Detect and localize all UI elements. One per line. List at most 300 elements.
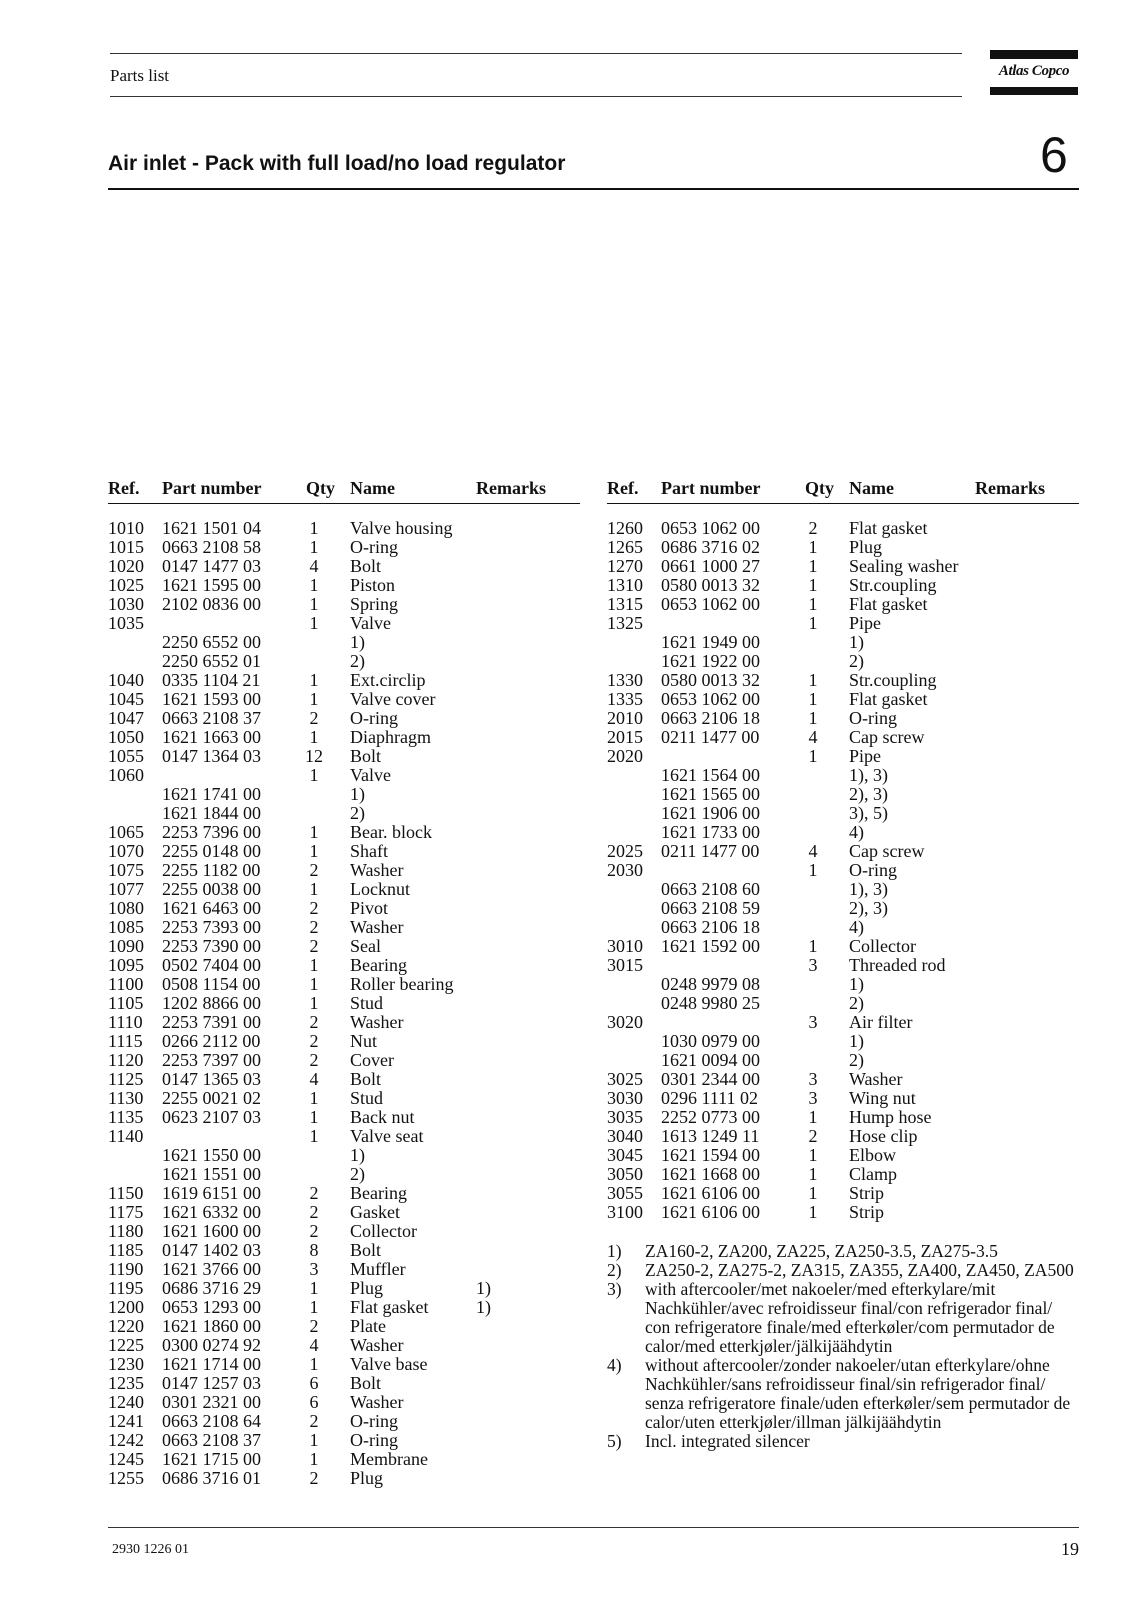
row-ref: 2030	[607, 860, 643, 880]
row-part-number: 0266 2112 00	[162, 1031, 261, 1051]
row-ref: 1030	[108, 594, 144, 614]
row-part-number: 1202 8866 00	[162, 993, 261, 1013]
row-qty: 1	[309, 841, 319, 861]
row-qty: 2	[309, 1316, 319, 1336]
row-name: 4)	[849, 822, 864, 842]
row-ref: 1260	[607, 518, 643, 538]
header-qty: Qty	[805, 478, 834, 498]
row-name: Locknut	[350, 879, 410, 899]
row-qty: 1	[309, 974, 319, 994]
row-name: O-ring	[350, 1430, 398, 1450]
footnote-text: without aftercooler/zonder nakoeler/utan efterkylare/ohne Nachkühler/sans refroidisseur final/sin refrigerador final/ senza refrigeratore finale/uden efterkøler/sem permutador de calor/uten etterkjøler/illman jälkijäähdytin	[645, 1355, 1071, 1432]
row-part-number: 1621 1551 00	[162, 1164, 261, 1184]
row-name: Plug	[849, 537, 883, 557]
row-part-number: 0147 1364 03	[162, 746, 261, 766]
row-name: Flat gasket	[350, 1297, 429, 1317]
row-name: Back nut	[350, 1107, 415, 1127]
row-qty: 1	[309, 1449, 319, 1469]
row-name: Valve cover	[350, 689, 436, 709]
row-name: Shaft	[350, 841, 388, 861]
row-qty: 1	[808, 708, 818, 728]
row-part-number: 2255 1182 00	[162, 860, 261, 880]
row-name: 2)	[849, 1050, 864, 1070]
row-qty: 1	[808, 537, 818, 557]
header-rule	[607, 503, 1079, 504]
row-ref: 1330	[607, 670, 643, 690]
row-ref: 1125	[108, 1069, 144, 1089]
row-qty: 1	[808, 1107, 818, 1127]
row-ref: 1105	[108, 993, 144, 1013]
row-part-number: 0653 1062 00	[661, 594, 760, 614]
row-name: Washer	[350, 1012, 404, 1032]
row-name: 3), 5)	[849, 803, 888, 823]
section-number: 6	[1040, 127, 1068, 183]
row-part-number: 2253 7393 00	[162, 917, 261, 937]
row-qty: 3	[808, 1069, 818, 1089]
row-part-number: 0663 2108 37	[162, 1430, 261, 1450]
row-name: Elbow	[849, 1145, 896, 1165]
row-name: Roller bearing	[350, 974, 454, 994]
row-part-number: 0653 1062 00	[661, 689, 760, 709]
row-part-number: 0248 9980 25	[661, 993, 760, 1013]
table-header-row	[607, 478, 1079, 502]
row-qty: 1	[808, 575, 818, 595]
row-name: Plug	[350, 1278, 384, 1298]
row-ref: 3025	[607, 1069, 643, 1089]
row-part-number: 0663 2108 58	[162, 537, 261, 557]
row-part-number: 1621 1860 00	[162, 1316, 261, 1336]
row-ref: 1047	[108, 708, 144, 728]
title-rule	[108, 188, 1079, 190]
row-qty: 4	[309, 1069, 319, 1089]
row-part-number: 1621 1501 04	[162, 518, 261, 538]
row-ref: 3055	[607, 1183, 643, 1203]
row-name: Washer	[849, 1069, 903, 1089]
row-name: Str.coupling	[849, 575, 937, 595]
footnote	[607, 1432, 1079, 1451]
row-part-number: 0147 1402 03	[162, 1240, 261, 1260]
row-name: Bolt	[350, 746, 382, 766]
row-qty: 1	[808, 556, 818, 576]
row-name: Hump hose	[849, 1107, 932, 1127]
row-qty: 2	[309, 1050, 319, 1070]
row-ref: 1095	[108, 955, 144, 975]
row-name: 4)	[849, 917, 864, 937]
row-part-number: 0623 2107 03	[162, 1107, 261, 1127]
row-name: Diaphragm	[350, 727, 431, 747]
row-ref: 1010	[108, 518, 144, 538]
atlas-copco-logo	[990, 50, 1078, 95]
row-ref: 1090	[108, 936, 144, 956]
row-part-number: 1621 1565 00	[661, 784, 760, 804]
row-name: Air filter	[849, 1012, 913, 1032]
footer-rule	[108, 1527, 1079, 1528]
row-name: Cap screw	[849, 841, 925, 861]
row-ref: 1065	[108, 822, 144, 842]
footnote-text: Incl. integrated silencer	[645, 1431, 810, 1451]
row-part-number: 2250 6552 00	[162, 632, 261, 652]
row-remarks: 1)	[476, 1278, 491, 1298]
row-name: Hose clip	[849, 1126, 918, 1146]
section-title: Air inlet - Pack with full load/no load regulator	[108, 152, 566, 175]
row-qty: 1	[309, 765, 319, 785]
row-name: Washer	[350, 860, 404, 880]
row-name: Gasket	[350, 1202, 400, 1222]
row-name: Strip	[849, 1183, 885, 1203]
page-number: 19	[1061, 1539, 1079, 1559]
row-name: Flat gasket	[849, 689, 928, 709]
footnote-mark: 3)	[607, 1279, 622, 1299]
row-ref: 1265	[607, 537, 643, 557]
row-ref: 1185	[108, 1240, 144, 1260]
row-part-number: 0661 1000 27	[661, 556, 760, 576]
row-part-number: 1621 1922 00	[661, 651, 760, 671]
row-ref: 1200	[108, 1297, 144, 1317]
row-name: O-ring	[350, 1411, 398, 1431]
row-ref: 2025	[607, 841, 643, 861]
row-qty: 1	[309, 1107, 319, 1127]
row-name: Pipe	[849, 746, 882, 766]
footnote-text: with aftercooler/met nakoeler/med efterkylare/mit Nachkühler/avec refroidisseur final/con refrigerador final/ con refrigeratore finale/med efterkøler/com permutador de calor/med etterkjøler/jälkijäähdytin	[645, 1279, 1055, 1356]
row-qty: 1	[309, 1354, 319, 1374]
row-qty: 3	[808, 955, 818, 975]
row-qty: 3	[808, 1012, 818, 1032]
row-name: Bolt	[350, 556, 382, 576]
row-part-number: 1621 6332 00	[162, 1202, 261, 1222]
row-qty: 4	[309, 556, 319, 576]
row-ref: 1115	[108, 1031, 143, 1051]
row-name: 1)	[849, 632, 864, 652]
row-name: 1)	[350, 784, 365, 804]
row-part-number: 2252 0773 00	[661, 1107, 760, 1127]
row-part-number: 2253 7391 00	[162, 1012, 261, 1032]
row-qty: 1	[808, 1145, 818, 1165]
row-ref: 1040	[108, 670, 144, 690]
row-ref: 1195	[108, 1278, 144, 1298]
header-remarks: Remarks	[975, 478, 1045, 498]
row-qty: 4	[808, 727, 818, 747]
row-qty: 2	[808, 518, 818, 538]
row-ref: 1315	[607, 594, 643, 614]
header-rule	[108, 503, 580, 504]
row-qty: 1	[808, 1164, 818, 1184]
row-part-number: 1621 1663 00	[162, 727, 261, 747]
footnote-mark: 2)	[607, 1260, 622, 1280]
row-part-number: 1621 1741 00	[162, 784, 261, 804]
row-part-number: 0653 1293 00	[162, 1297, 261, 1317]
row-part-number: 1613 1249 11	[661, 1126, 760, 1146]
row-part-number: 1619 6151 00	[162, 1183, 261, 1203]
row-qty: 2	[309, 898, 319, 918]
row-ref: 1055	[108, 746, 144, 766]
row-part-number: 1621 1715 00	[162, 1449, 261, 1469]
row-name: 1)	[350, 632, 365, 652]
row-name: Str.coupling	[849, 670, 937, 690]
row-part-number: 2255 0021 02	[162, 1088, 261, 1108]
row-name: 1), 3)	[849, 879, 888, 899]
row-name: Plug	[350, 1468, 384, 1488]
row-name: O-ring	[849, 860, 897, 880]
row-ref: 3010	[607, 936, 643, 956]
row-qty: 1	[309, 822, 319, 842]
row-part-number: 0301 2321 00	[162, 1392, 261, 1412]
row-name: Pivot	[350, 898, 389, 918]
row-qty: 2	[309, 1012, 319, 1032]
row-ref: 3030	[607, 1088, 643, 1108]
footnote-mark: 1)	[607, 1241, 622, 1261]
row-part-number: 2255 0148 00	[162, 841, 261, 861]
logo-text: Atlas Copco	[998, 63, 1070, 79]
row-name: 1)	[849, 1031, 864, 1051]
row-qty: 1	[808, 860, 818, 880]
header-top-rule	[110, 53, 962, 54]
row-part-number: 2253 7396 00	[162, 822, 261, 842]
row-qty: 1	[309, 1430, 319, 1450]
logo-bar-bottom	[990, 87, 1078, 95]
row-qty: 1	[309, 670, 319, 690]
row-name: Nut	[350, 1031, 377, 1051]
row-name: Strip	[849, 1202, 885, 1222]
row-part-number: 1621 3766 00	[162, 1259, 261, 1279]
row-name: Cover	[350, 1050, 394, 1070]
row-part-number: 0686 3716 02	[661, 537, 760, 557]
header-part-number: Part number	[162, 478, 262, 498]
row-qty: 1	[808, 594, 818, 614]
row-part-number: 0211 1477 00	[661, 841, 760, 861]
row-name: Threaded rod	[849, 955, 946, 975]
row-qty: 1	[309, 727, 319, 747]
footnote	[607, 1280, 1079, 1356]
row-name: Muffler	[350, 1259, 406, 1279]
row-name: 2)	[350, 1164, 365, 1184]
row-qty: 6	[309, 1373, 319, 1393]
row-part-number: 0508 1154 00	[162, 974, 261, 994]
row-name: Bear. block	[350, 822, 432, 842]
row-qty: 4	[309, 1335, 319, 1355]
row-name: Collector	[849, 936, 916, 956]
row-qty: 12	[305, 746, 323, 766]
row-part-number: 1621 1564 00	[661, 765, 760, 785]
row-qty: 2	[309, 1468, 319, 1488]
row-part-number: 1621 6463 00	[162, 898, 261, 918]
row-ref: 1075	[108, 860, 144, 880]
logo-bar-top	[990, 50, 1078, 59]
row-qty: 4	[808, 841, 818, 861]
row-name: O-ring	[350, 537, 398, 557]
row-name: 2), 3)	[849, 898, 888, 918]
row-ref: 3100	[607, 1202, 643, 1222]
row-ref: 3040	[607, 1126, 643, 1146]
row-part-number: 0147 1365 03	[162, 1069, 261, 1089]
row-part-number: 0580 0013 32	[661, 575, 760, 595]
row-name: Seal	[350, 936, 381, 956]
parts-table-right	[607, 478, 1079, 1222]
running-head: Parts list	[110, 66, 170, 85]
row-qty: 2	[309, 1183, 319, 1203]
row-ref: 1050	[108, 727, 144, 747]
row-part-number: 2102 0836 00	[162, 594, 261, 614]
row-ref: 1230	[108, 1354, 144, 1374]
parts-table-left	[108, 478, 580, 1488]
row-qty: 2	[309, 860, 319, 880]
header-ref: Ref.	[108, 478, 140, 498]
row-part-number: 1621 1906 00	[661, 803, 760, 823]
row-ref: 1245	[108, 1449, 144, 1469]
footnote	[607, 1242, 1079, 1261]
row-name: 2)	[350, 651, 365, 671]
row-name: Plate	[350, 1316, 386, 1336]
row-name: 2), 3)	[849, 784, 888, 804]
row-qty: 1	[309, 1126, 319, 1146]
row-part-number: 0300 0274 92	[162, 1335, 261, 1355]
header-name: Name	[849, 478, 894, 498]
row-qty: 1	[309, 689, 319, 709]
row-name: Ext.circlip	[350, 670, 426, 690]
row-name: 2)	[849, 993, 864, 1013]
row-qty: 1	[808, 670, 818, 690]
row-part-number: 1621 1595 00	[162, 575, 261, 595]
row-ref: 1070	[108, 841, 144, 861]
row-ref: 1225	[108, 1335, 144, 1355]
row-ref: 1135	[108, 1107, 144, 1127]
row-ref: 1150	[108, 1183, 144, 1203]
row-qty: 2	[808, 1126, 818, 1146]
header-remarks: Remarks	[476, 478, 546, 498]
row-name: Valve	[350, 765, 391, 785]
row-ref: 1270	[607, 556, 643, 576]
row-part-number: 1621 1733 00	[661, 822, 760, 842]
row-name: Bearing	[350, 1183, 407, 1203]
row-qty: 6	[309, 1392, 319, 1412]
row-ref: 1035	[108, 613, 144, 633]
row-qty: 1	[808, 1202, 818, 1222]
row-name: Wing nut	[849, 1088, 916, 1108]
row-name: Washer	[350, 1392, 404, 1412]
row-ref: 1240	[108, 1392, 144, 1412]
row-ref: 1060	[108, 765, 144, 785]
row-ref: 1310	[607, 575, 643, 595]
header-ref: Ref.	[607, 478, 639, 498]
table-header-row	[108, 478, 580, 502]
row-ref: 1180	[108, 1221, 144, 1241]
row-ref: 2015	[607, 727, 643, 747]
row-qty: 2	[309, 936, 319, 956]
row-name: Bolt	[350, 1240, 382, 1260]
document-number: 2930 1226 01	[112, 1542, 189, 1557]
row-ref: 1045	[108, 689, 144, 709]
row-name: Membrane	[350, 1449, 428, 1469]
row-name: Stud	[350, 993, 384, 1013]
row-ref: 1020	[108, 556, 144, 576]
row-qty: 1	[309, 613, 319, 633]
row-name: Valve housing	[350, 518, 453, 538]
row-name: Piston	[350, 575, 396, 595]
row-qty: 2	[309, 1221, 319, 1241]
row-ref: 2010	[607, 708, 643, 728]
footnote	[607, 1356, 1079, 1432]
row-qty: 1	[309, 594, 319, 614]
row-qty: 1	[309, 575, 319, 595]
row-part-number: 0248 9979 08	[661, 974, 760, 994]
row-part-number: 0502 7404 00	[162, 955, 261, 975]
row-ref: 1241	[108, 1411, 144, 1431]
row-part-number: 1621 6106 00	[661, 1202, 760, 1222]
row-ref: 1110	[108, 1012, 143, 1032]
row-qty: 1	[309, 537, 319, 557]
row-qty: 1	[808, 613, 818, 633]
header-part-number: Part number	[661, 478, 761, 498]
row-part-number: 0580 0013 32	[661, 670, 760, 690]
header-bottom-rule	[110, 96, 962, 97]
row-part-number: 2255 0038 00	[162, 879, 261, 899]
row-ref: 1085	[108, 917, 144, 937]
row-qty: 1	[309, 879, 319, 899]
row-ref: 3045	[607, 1145, 643, 1165]
row-name: Sealing washer	[849, 556, 959, 576]
row-name: O-ring	[350, 708, 398, 728]
row-name: 1)	[849, 974, 864, 994]
row-name: Flat gasket	[849, 518, 928, 538]
row-part-number: 1621 1714 00	[162, 1354, 261, 1374]
row-qty: 1	[808, 689, 818, 709]
row-qty: 2	[309, 917, 319, 937]
row-part-number: 1621 6106 00	[661, 1183, 760, 1203]
row-ref: 1100	[108, 974, 144, 994]
row-part-number: 1621 1668 00	[661, 1164, 760, 1184]
row-qty: 1	[309, 1278, 319, 1298]
row-qty: 3	[808, 1088, 818, 1108]
row-name: Bolt	[350, 1069, 382, 1089]
row-name: Flat gasket	[849, 594, 928, 614]
row-ref: 1175	[108, 1202, 144, 1222]
row-qty: 3	[309, 1259, 319, 1279]
row-ref: 1140	[108, 1126, 144, 1146]
row-ref: 3020	[607, 1012, 643, 1032]
row-ref: 1015	[108, 537, 144, 557]
row-ref: 1025	[108, 575, 144, 595]
row-part-number: 2253 7390 00	[162, 936, 261, 956]
row-ref: 1255	[108, 1468, 144, 1488]
row-part-number: 0653 1062 00	[661, 518, 760, 538]
row-name: Washer	[350, 1335, 404, 1355]
row-qty: 2	[309, 708, 319, 728]
row-qty: 1	[808, 746, 818, 766]
row-name: Collector	[350, 1221, 417, 1241]
row-name: Valve	[350, 613, 391, 633]
row-name: O-ring	[849, 708, 897, 728]
row-part-number: 0663 2106 18	[661, 708, 760, 728]
row-name: Cap screw	[849, 727, 925, 747]
row-part-number: 0686 3716 01	[162, 1468, 261, 1488]
header-qty: Qty	[306, 478, 335, 498]
row-part-number: 1621 1600 00	[162, 1221, 261, 1241]
row-name: Valve seat	[350, 1126, 424, 1146]
row-ref: 1077	[108, 879, 144, 899]
row-part-number: 1030 0979 00	[661, 1031, 760, 1051]
row-ref: 1335	[607, 689, 643, 709]
row-part-number: 2250 6552 01	[162, 651, 261, 671]
row-name: Stud	[350, 1088, 384, 1108]
row-ref: 1220	[108, 1316, 144, 1336]
row-qty: 2	[309, 1411, 319, 1431]
row-part-number: 0663 2106 18	[661, 917, 760, 937]
row-name: Clamp	[849, 1164, 897, 1184]
footnotes	[607, 1242, 1079, 1451]
row-part-number: 0147 1477 03	[162, 556, 261, 576]
row-part-number: 0147 1257 03	[162, 1373, 261, 1393]
row-part-number: 1621 1593 00	[162, 689, 261, 709]
row-qty: 2	[309, 1031, 319, 1051]
